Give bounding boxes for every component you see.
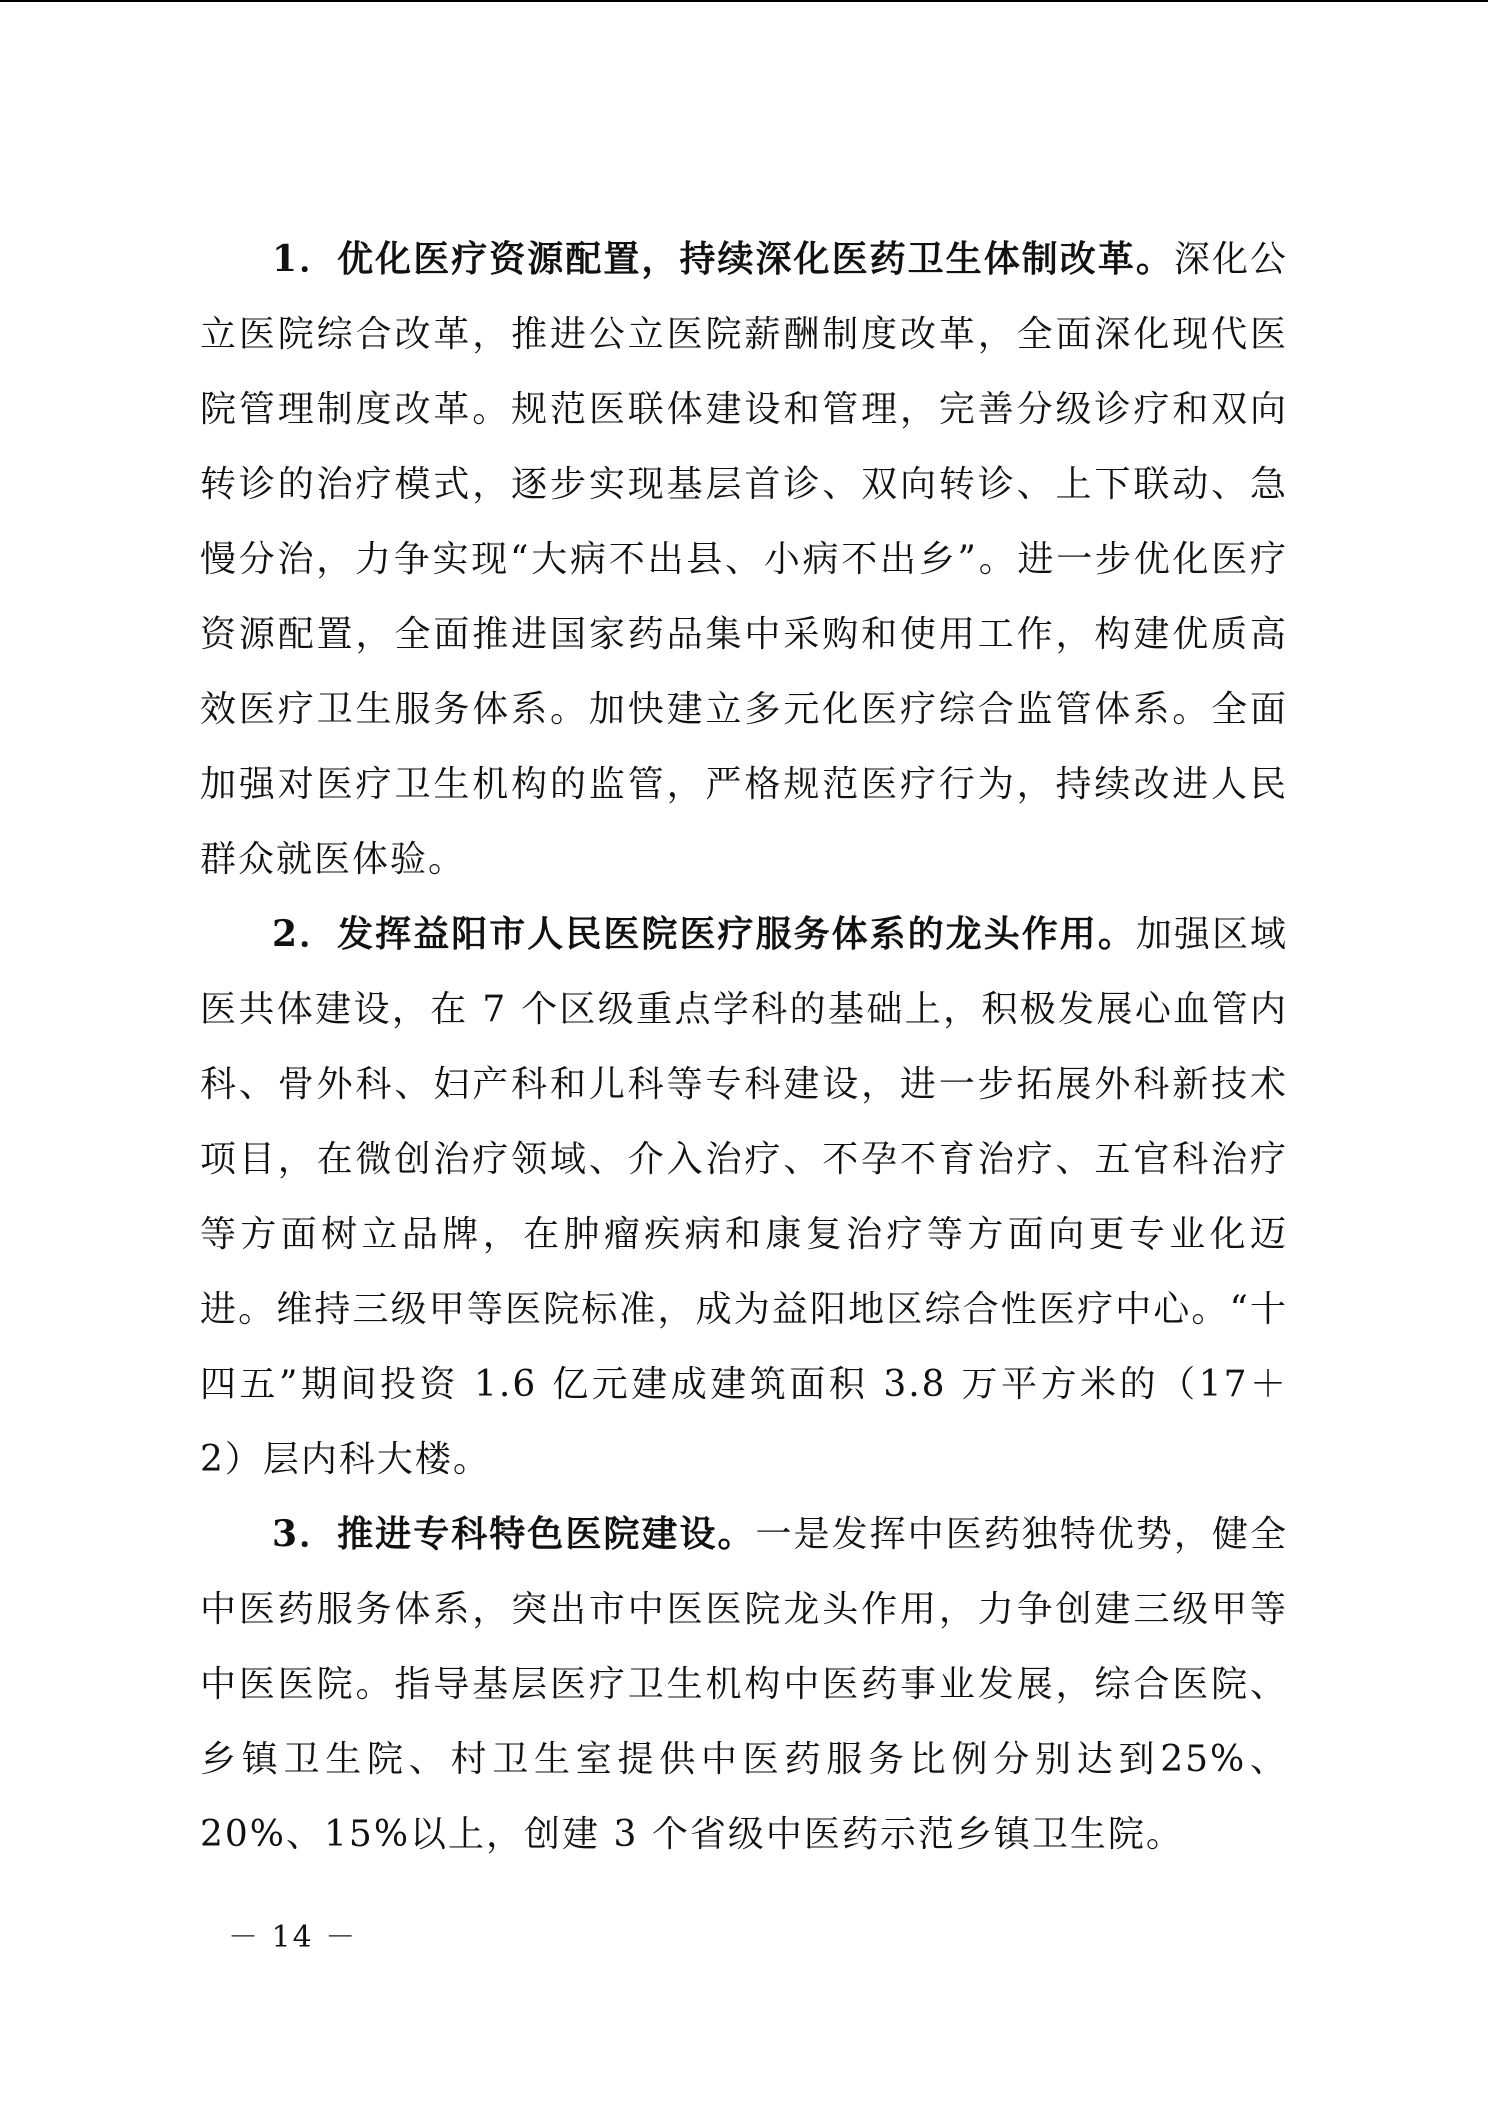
paragraph-1-heading: 1．优化医疗资源配置，持续深化医药卫生体制改革。: [272, 238, 1174, 280]
page-number: － 14 －: [228, 1920, 358, 1955]
top-border-line: [0, 0, 1488, 2]
paragraph-3-heading: 3．推进专科特色医院建设。: [272, 1513, 756, 1555]
paragraph-3: [200, 1497, 1288, 1872]
paragraph-3-text: 一是发挥中医药独特优势，健全中医药服务体系，突出市中医医院龙头作用，力争创建三级甲等中医医院。指导基层医疗卫生机构中医药事业发展，综合医院、乡镇卫生院、村卫生室提供中医药服务比例分别达到25%、20%、15%以上，创建 3 个省级中医药示范乡镇卫生院。: [200, 1514, 1288, 1855]
paragraph-1-text: 深化公立医院综合改革，推进公立医院薪酬制度改革，全面深化现代医院管理制度改革。规范医联体建设和管理，完善分级诊疗和双向转诊的治疗模式，逐步实现基层首诊、双向转诊、上下联动、急慢分治，力争实现“大病不出县、小病不出乡”。进一步优化医疗资源配置，全面推进国家药品集中采购和使用工作，构建优质高效医疗卫生服务体系。加快建立多元化医疗综合监管体系。全面加强对医疗卫生机构的监管，严格规范医疗行为，持续改进人民群众就医体验。: [200, 239, 1288, 880]
document-body: [200, 222, 1288, 1872]
paragraph-2-heading: 2．发挥益阳市人民医院医疗服务体系的龙头作用。: [272, 913, 1136, 955]
paragraph-2: [200, 897, 1288, 1497]
paragraph-1: [200, 222, 1288, 897]
paragraph-2-text: 加强区域医共体建设，在 7 个区级重点学科的基础上，积极发展心血管内科、骨外科、妇产科和儿科等专科建设，进一步拓展外科新技术项目，在微创治疗领域、介入治疗、不孕不育治疗、五官科治疗等方面树立品牌，在肿瘤疾病和康复治疗等方面向更专业化迈进。维持三级甲等医院标准，成为益阳地区综合性医疗中心。“十四五”期间投资 1.6 亿元建成建筑面积 3.8 万平方米的（17＋2）层内科大楼。: [200, 914, 1288, 1480]
